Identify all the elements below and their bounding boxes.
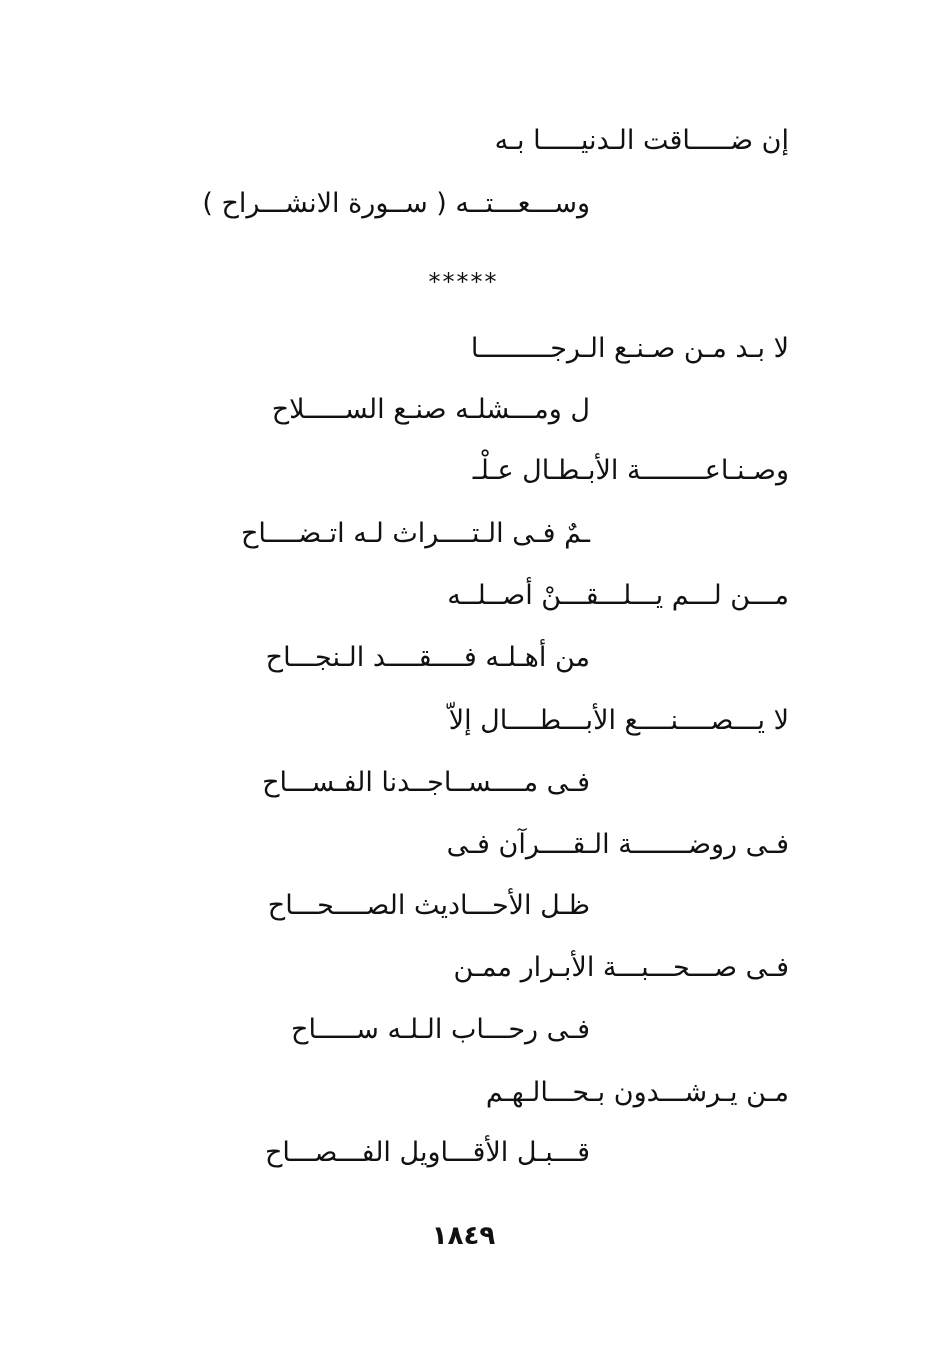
poem-line: ل ومـــشلـه صنـع الســـــلاح: [271, 394, 590, 425]
poem-line: وصـنـاعــــــــة الأبـطـال عـلْـ: [472, 455, 789, 486]
poem-line: فـى روضـــــــة الـقــــرآن فـى: [446, 829, 789, 860]
poem-line: لا بـد مـن صـنـع الـرجـــــــــا: [470, 333, 789, 364]
poem-line: لا يـــصــــنــــع الأبـــطــــال إلاّ: [448, 705, 789, 736]
poem-line: ـمٌ فـى الـتــــراث لـه اتـضــــاح: [240, 518, 590, 549]
poem-line: من أهـلـه فــــقــــد الـنجـــاح: [265, 642, 590, 673]
poem-line: مـن يـرشـــدون بـحـــالـهـم: [485, 1077, 789, 1108]
poem-line: فـى رحـــاب الـلـه ســـــاح: [291, 1014, 590, 1045]
verse-line-2: وســـعـــتــه ( ســورة الانشـــراح ): [202, 188, 590, 219]
poem-line: فـى صـــحـــبـــة الأبـرار ممـن: [453, 952, 789, 983]
poem-line: مـــن لـــم يـــلـــقـــنْ أصــلــه: [447, 580, 789, 611]
section-separator: *****: [428, 268, 499, 296]
poem-line: ظـل الأحـــاديث الصــــحـــاح: [267, 890, 590, 921]
verse-line-1: إن ضـــــاقت الـدنيـــــا بـه: [494, 125, 789, 156]
poem-line: قـــبـل الأقـــاويل الفـــصـــاح: [265, 1137, 590, 1168]
poem-line: فـى مــــســاجــدنا الفـســـاح: [262, 767, 590, 798]
page-number: ١٨٤٩: [431, 1221, 496, 1251]
